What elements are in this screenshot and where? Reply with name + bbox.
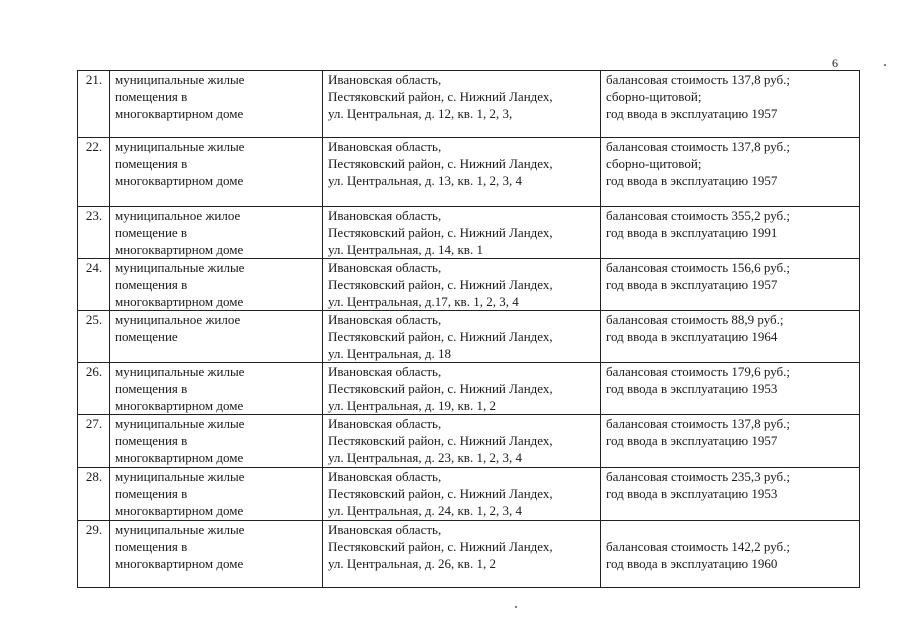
object-name-cell	[110, 363, 323, 415]
row-number: 26.	[78, 363, 110, 415]
details-cell-line: балансовая стоимость 179,6 руб.;	[606, 364, 790, 379]
object-name-cell-line: муниципальные жилые	[115, 72, 245, 87]
object-name-cell-line: муниципальные жилые	[115, 139, 245, 154]
details-cell	[601, 415, 860, 468]
object-name-cell	[110, 415, 323, 468]
details-cell-line: год ввода в эксплуатацию 1960	[606, 556, 778, 571]
object-name-cell	[110, 138, 323, 207]
details-cell-line: балансовая стоимость 137,8 руб.;	[606, 139, 790, 154]
address-cell-line: Пестяковский район, с. Нижний Ландех,	[328, 486, 553, 501]
details-cell	[601, 363, 860, 415]
details-cell-line: балансовая стоимость 142,2 руб.;	[606, 539, 790, 554]
details-cell-line: балансовая стоимость 88,9 руб.;	[606, 312, 784, 327]
object-name-cell-line: многоквартирном доме	[115, 242, 244, 257]
details-cell-line: год ввода в эксплуатацию 1957	[606, 106, 778, 121]
details-cell-line: год ввода в эксплуатацию 1957	[606, 433, 778, 448]
table-row	[78, 415, 860, 468]
address-cell-line: ул. Центральная, д. 14, кв. 1	[328, 242, 483, 257]
object-name-cell-line: многоквартирном доме	[115, 398, 244, 413]
details-cell-line: год ввода в эксплуатацию 1991	[606, 225, 778, 240]
details-cell-line: сборно-щитовой;	[606, 89, 702, 104]
object-name-cell-line: помещения в	[115, 539, 188, 554]
object-name-cell	[110, 521, 323, 588]
details-cell	[601, 207, 860, 259]
details-cell	[601, 468, 860, 521]
address-cell-line: Ивановская область,	[328, 522, 442, 537]
object-name-cell-line: муниципальные жилые	[115, 364, 245, 379]
address-cell-line: Ивановская область,	[328, 364, 442, 379]
address-cell	[323, 311, 601, 363]
object-name-cell-line: многоквартирном доме	[115, 503, 244, 518]
address-cell-line: ул. Центральная, д. 13, кв. 1, 2, 3, 4	[328, 173, 522, 188]
object-name-cell-line: многоквартирном доме	[115, 556, 244, 571]
scan-speck	[884, 64, 886, 66]
address-cell-line: Пестяковский район, с. Нижний Ландех,	[328, 277, 553, 292]
details-cell-line: балансовая стоимость 137,8 руб.;	[606, 416, 790, 431]
address-cell-line: ул. Центральная, д. 26, кв. 1, 2	[328, 556, 496, 571]
details-cell-line: год ввода в эксплуатацию 1957	[606, 173, 778, 188]
object-name-cell-line: муниципальные жилые	[115, 260, 245, 275]
details-cell	[601, 71, 860, 138]
property-registry-table	[77, 70, 860, 588]
address-cell-line: ул. Центральная, д. 24, кв. 1, 2, 3, 4	[328, 503, 522, 518]
details-cell-line: балансовая стоимость 235,3 руб.;	[606, 469, 790, 484]
object-name-cell	[110, 311, 323, 363]
object-name-cell-line: многоквартирном доме	[115, 294, 244, 309]
address-cell-line: Ивановская область,	[328, 312, 442, 327]
object-name-cell-line: помещение в	[115, 225, 188, 240]
address-cell-line: Ивановская область,	[328, 260, 442, 275]
object-name-cell-line: муниципальные жилые	[115, 522, 245, 537]
object-name-cell-line: многоквартирном доме	[115, 450, 244, 465]
row-number: 29.	[78, 521, 110, 588]
row-number: 24.	[78, 259, 110, 311]
details-cell	[601, 311, 860, 363]
object-name-cell-line: помещения в	[115, 486, 188, 501]
table-row	[78, 311, 860, 363]
address-cell	[323, 71, 601, 138]
address-cell-line: ул. Центральная, д. 18	[328, 346, 451, 361]
row-number: 27.	[78, 415, 110, 468]
address-cell-line: Пестяковский район, с. Нижний Ландех,	[328, 89, 553, 104]
address-cell-line: Пестяковский район, с. Нижний Ландех,	[328, 433, 553, 448]
table-row	[78, 138, 860, 207]
address-cell-line: Ивановская область,	[328, 72, 442, 87]
address-cell	[323, 259, 601, 311]
address-cell-line: Пестяковский район, с. Нижний Ландех,	[328, 381, 553, 396]
row-number: 23.	[78, 207, 110, 259]
details-cell-line: год ввода в эксплуатацию 1964	[606, 329, 778, 344]
object-name-cell-line: помещения в	[115, 156, 188, 171]
registry-body	[78, 71, 860, 588]
address-cell-line: Ивановская область,	[328, 208, 442, 223]
object-name-cell	[110, 468, 323, 521]
address-cell-line: Ивановская область,	[328, 139, 442, 154]
table-row	[78, 71, 860, 138]
address-cell-line: ул. Центральная, д. 23, кв. 1, 2, 3, 4	[328, 450, 522, 465]
object-name-cell-line: муниципальное жилое	[115, 312, 241, 327]
details-cell-line: год ввода в эксплуатацию 1957	[606, 277, 778, 292]
details-cell-line: балансовая стоимость 137,8 руб.;	[606, 72, 790, 87]
table-row	[78, 259, 860, 311]
object-name-cell-line: помещения в	[115, 433, 188, 448]
address-cell	[323, 468, 601, 521]
address-cell-line: Пестяковский район, с. Нижний Ландех,	[328, 225, 553, 240]
address-cell	[323, 415, 601, 468]
object-name-cell	[110, 259, 323, 311]
object-name-cell	[110, 71, 323, 138]
address-cell	[323, 207, 601, 259]
details-cell-line: год ввода в эксплуатацию 1953	[606, 486, 778, 501]
object-name-cell-line: многоквартирном доме	[115, 173, 244, 188]
details-cell-line: сборно-щитовой;	[606, 156, 702, 171]
row-number: 28.	[78, 468, 110, 521]
object-name-cell-line: муниципальные жилые	[115, 469, 245, 484]
object-name-cell-line: муниципальные жилые	[115, 416, 245, 431]
row-number: 25.	[78, 311, 110, 363]
table-row	[78, 207, 860, 259]
page-number: 6	[832, 56, 838, 70]
object-name-cell-line: помещения в	[115, 89, 188, 104]
address-cell-line: Ивановская область,	[328, 416, 442, 431]
object-name-cell-line: помещения в	[115, 277, 188, 292]
table-row	[78, 468, 860, 521]
row-number: 21.	[78, 71, 110, 138]
address-cell-line: Ивановская область,	[328, 469, 442, 484]
address-cell-line: Пестяковский район, с. Нижний Ландех,	[328, 329, 553, 344]
address-cell-line: ул. Центральная, д.17, кв. 1, 2, 3, 4	[328, 294, 519, 309]
address-cell	[323, 521, 601, 588]
row-number: 22.	[78, 138, 110, 207]
details-cell-line: год ввода в эксплуатацию 1953	[606, 381, 778, 396]
address-cell	[323, 138, 601, 207]
details-cell	[601, 521, 860, 588]
scan-speck	[515, 606, 517, 608]
address-cell-line: Пестяковский район, с. Нижний Ландех,	[328, 539, 553, 554]
details-cell	[601, 259, 860, 311]
address-cell-line: Пестяковский район, с. Нижний Ландех,	[328, 156, 553, 171]
object-name-cell-line: помещения в	[115, 381, 188, 396]
table-row	[78, 521, 860, 588]
address-cell-line: ул. Центральная, д. 12, кв. 1, 2, 3,	[328, 106, 513, 121]
details-cell-line: балансовая стоимость 156,6 руб.;	[606, 260, 790, 275]
object-name-cell-line: многоквартирном доме	[115, 106, 244, 121]
object-name-cell-line: помещение	[115, 329, 178, 344]
address-cell-line: ул. Центральная, д. 19, кв. 1, 2	[328, 398, 496, 413]
table-row	[78, 363, 860, 415]
object-name-cell-line: муниципальное жилое	[115, 208, 241, 223]
object-name-cell	[110, 207, 323, 259]
details-cell	[601, 138, 860, 207]
details-cell-line: балансовая стоимость 355,2 руб.;	[606, 208, 790, 223]
address-cell	[323, 363, 601, 415]
